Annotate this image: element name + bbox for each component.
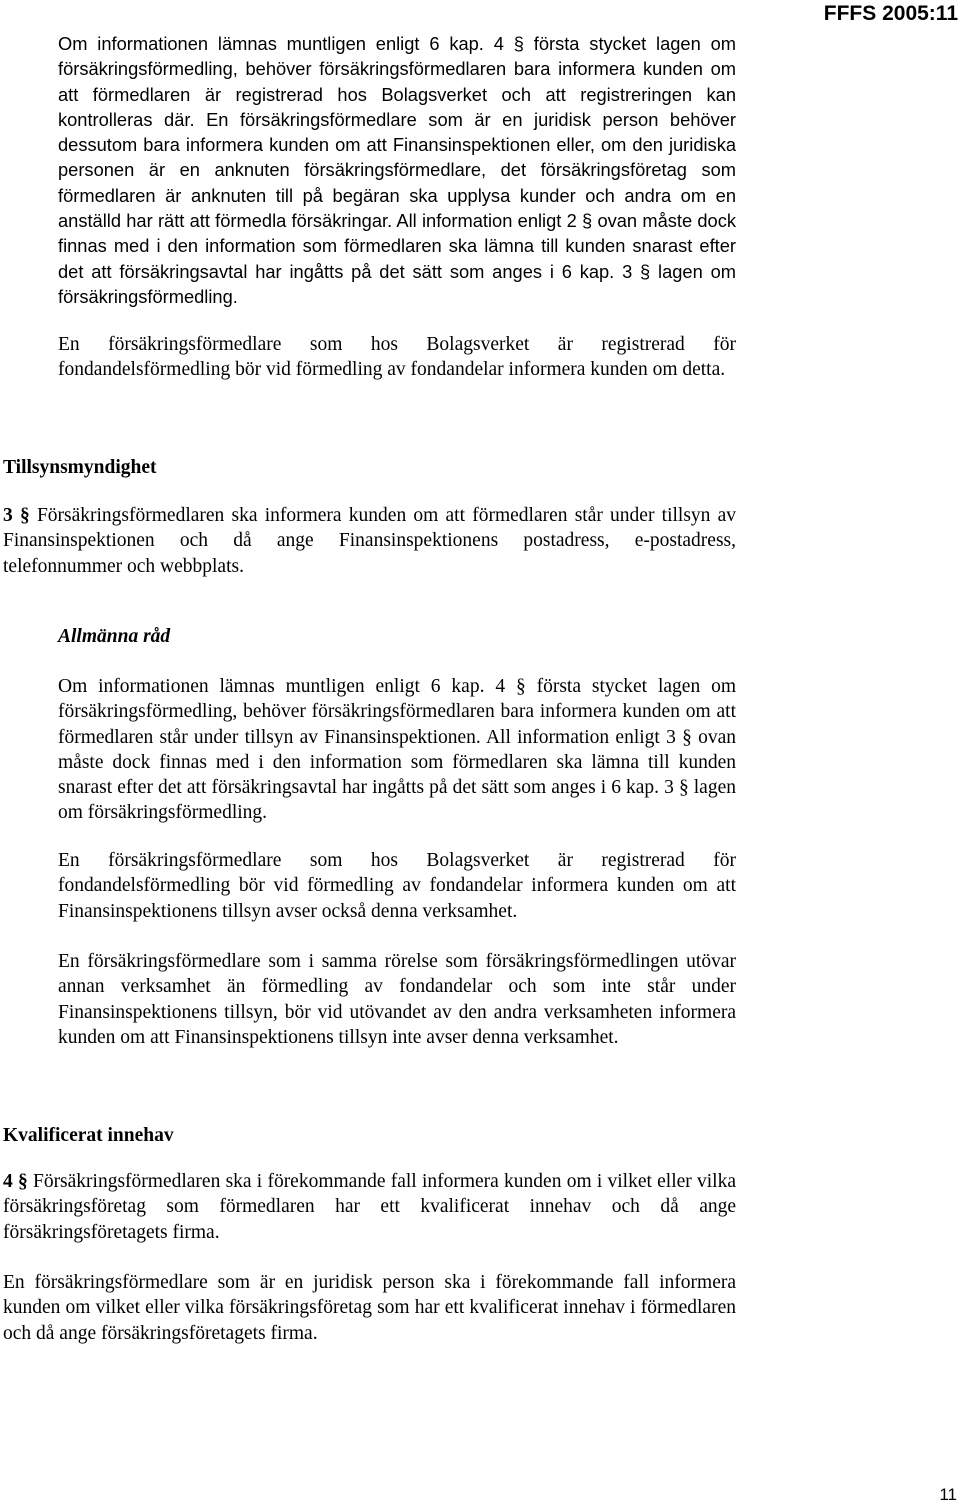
page-header-code: FFFS 2005:11 bbox=[823, 2, 958, 25]
general-advice-heading: Allmänna råd bbox=[58, 626, 171, 647]
section-heading-qualified-holding: Kvalificerat innehav bbox=[3, 1125, 174, 1146]
general-advice-paragraph-2: En försäkringsförmedlare som hos Bolagsverket är registrerad för fondandelsförmedling bör vid förmedling av fondandelar informera kunden om detta. bbox=[58, 334, 736, 381]
general-advice-2-paragraph-2: En försäkringsförmedlare som hos Bolagsverket är registrerad för fondandelsförmedling bör vid förmedling av fondandelar informera kunden om att Finansinspektionens tillsyn avser också denna verksamhet. bbox=[58, 850, 736, 922]
section-heading-supervision: Tillsynsmyndighet bbox=[3, 457, 157, 478]
section-supervision-text: Försäkringsförmedlaren ska informera kunden om att förmedlaren står under tillsyn av Finansinspektionen och då ange Finansinspektionens postadress, e-postadress, telefonnummer och webbplats. bbox=[3, 505, 737, 577]
paragraph-number: 4 § bbox=[3, 1171, 28, 1192]
section-holding-paragraph bbox=[3, 1169, 736, 1245]
page-number: 11 bbox=[939, 1485, 957, 1504]
section-holding-paragraph-2: En försäkringsförmedlare som är en juridisk person ska i förekommande fall informera kunden om vilket eller vilka försäkringsföretag som har ett kvalificerat innehav i förmedlaren och då ange försäkringsföretagets firma. bbox=[3, 1272, 736, 1344]
section-holding-text: Försäkringsförmedlaren ska i förekommande fall informera kunden om i vilket eller vilka försäkringsföretag som förmedlaren har ett kvalificerat innehav och då ange försäkringsföretagets firma. bbox=[3, 1171, 736, 1243]
section-supervision-paragraph bbox=[3, 503, 736, 579]
general-advice-paragraph-1: Om informationen lämnas muntligen enligt 6 kap. 4 § första stycket lagen om försäkringsförmedling, behöver försäkringsförmedlaren bara informera kunden om att förmedlaren är registrerad hos Bolagsverket och att registreringen kan kontrolleras där. En försäkringsförmedlare som är en juridisk person behöver dessutom bara informera kunden om att Finansinspektionen eller, om den juridiska personen är en anknuten försäkringsförmedlare, det försäkringsföretag som förmedlaren är anknuten till på begäran ska upplysa kunder och andra om en anställd har rätt att förmedla försäkringar. All information enligt 2 § ovan måste dock finnas med i den information som förmedlaren ska lämna till kunden snarast efter det att försäkringsavtal har ingåtts på det sätt som anges i 6 kap. 3 § lagen om försäkringsförmedling. bbox=[58, 33, 736, 307]
general-advice-2-paragraph-1: Om informationen lämnas muntligen enligt 6 kap. 4 § första stycket lagen om försäkringsförmedling, behöver försäkringsförmedlaren bara informera kunden om att förmedlaren står under tillsyn av Finansinspektionen. All information enligt 3 § ovan måste dock finnas med i den information som förmedlaren ska lämna till kunden snarast efter det att försäkringsavtal har ingåtts på det sätt som anges i 6 kap. 3 § lagen om försäkringsförmedling. bbox=[58, 676, 736, 824]
paragraph-number: 3 § bbox=[3, 505, 30, 526]
general-advice-2-paragraph-3: En försäkringsförmedlare som i samma rörelse som försäkringsförmedlingen utövar annan verksamhet än förmedling av fondandelar och som inte står under Finansinspektionens tillsyn, bör vid utövandet av den andra verksamheten informera kunden om att Finansinspektionens tillsyn inte avser denna verksamhet. bbox=[58, 951, 736, 1048]
